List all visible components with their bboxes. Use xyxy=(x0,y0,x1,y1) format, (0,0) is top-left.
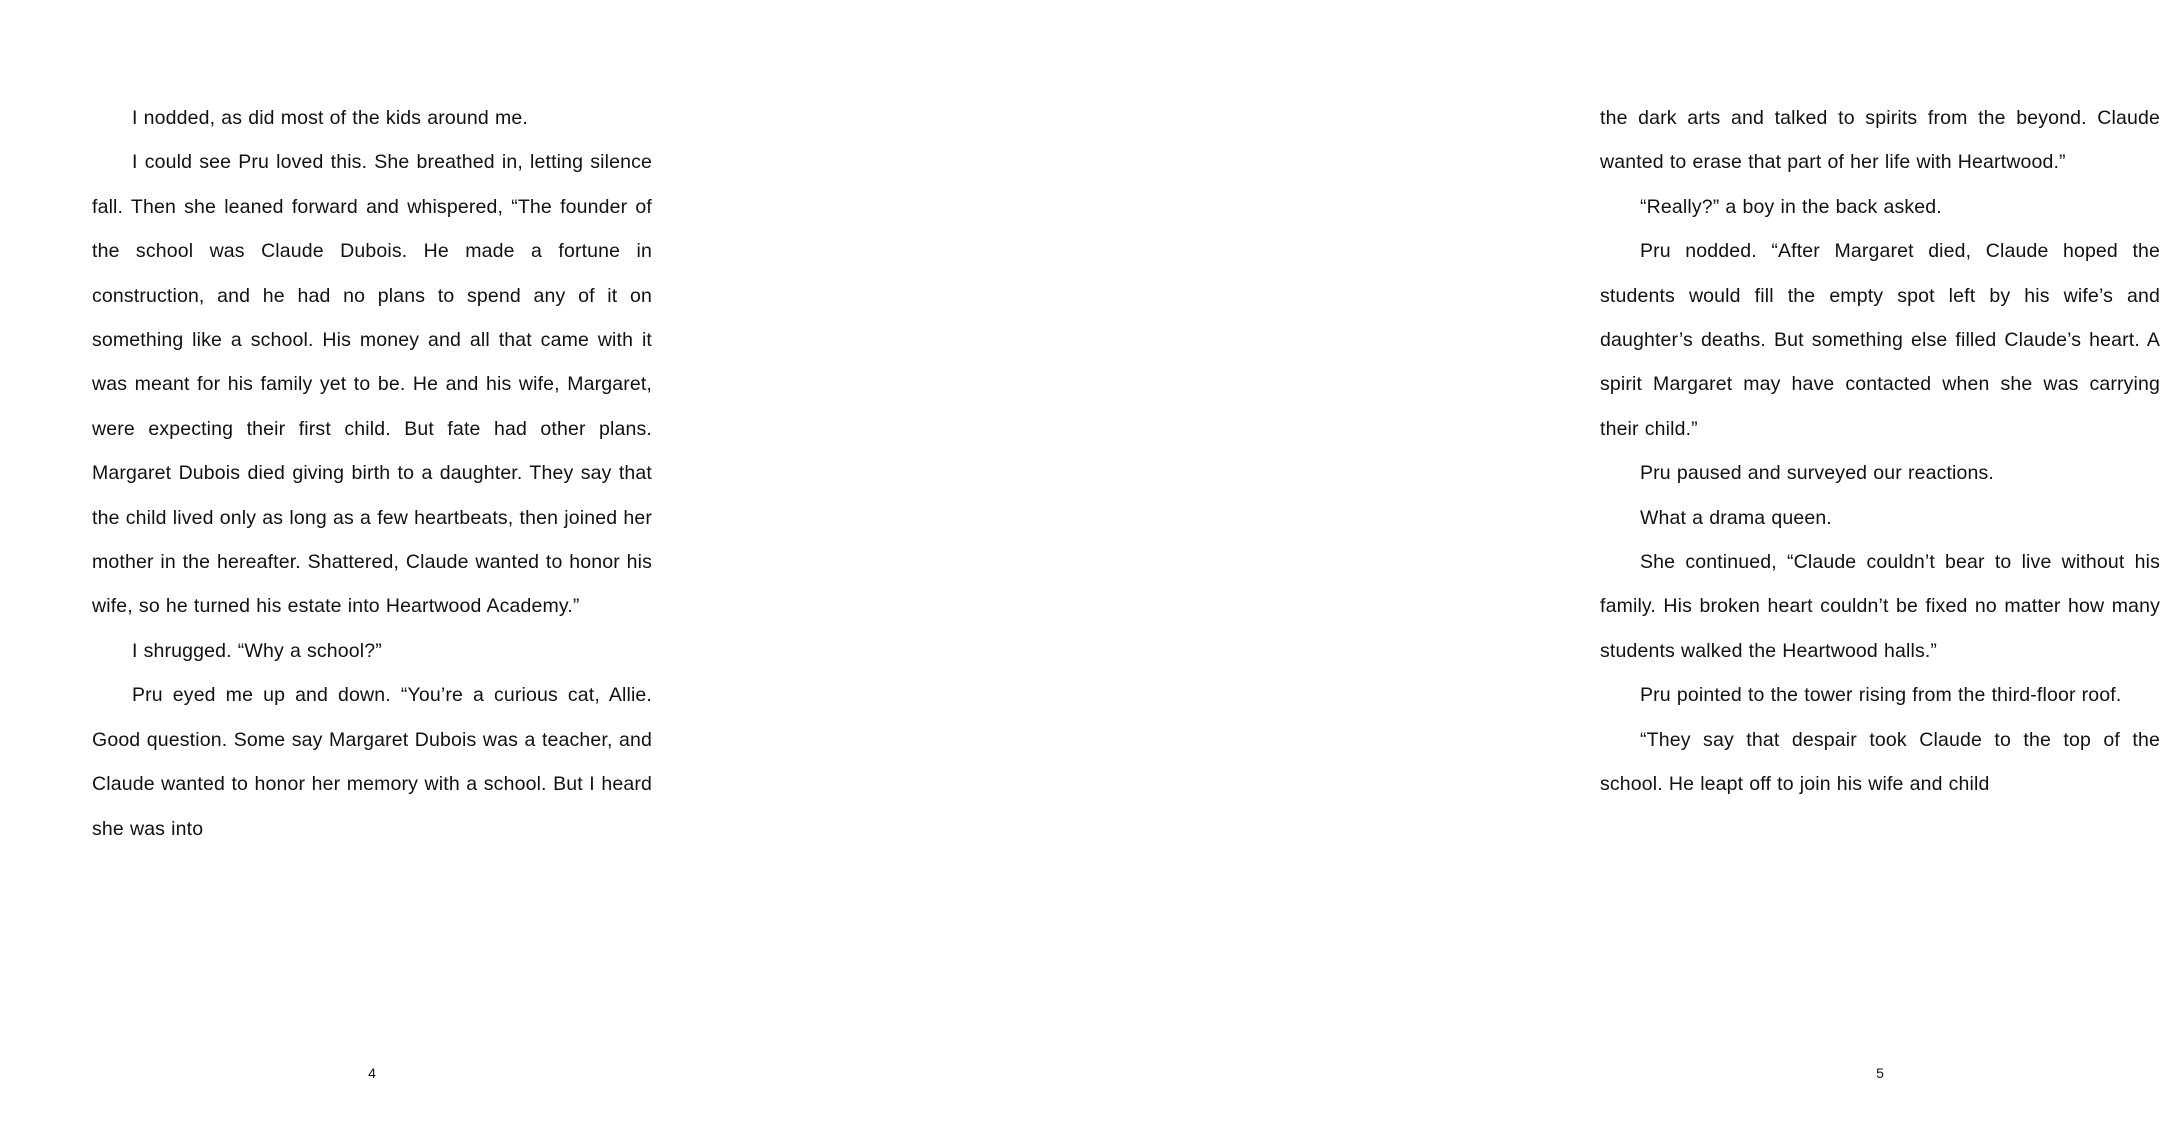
paragraph: “They say that despair took Claude to the top of the school. He leapt off to join his wife and child xyxy=(1600,728,2160,796)
page-number-right: 5 xyxy=(1876,1065,1884,1081)
paragraph: I nodded, as did most of the kids around me. xyxy=(132,107,528,129)
paragraph: “Really?” a boy in the back asked. xyxy=(1640,195,1942,218)
page-left xyxy=(0,0,750,1125)
paragraph: Pru eyed me up and down. “You’re a curious cat, Allie. Good question. Some say Margaret Dubois was a teacher, and Claude wanted to honor her memory with a school. But I heard she was into xyxy=(92,684,652,840)
paragraph: Pru paused and surveyed our reactions. xyxy=(1640,462,1994,485)
paragraph: Pru pointed to the tower rising from the third-floor roof. xyxy=(1640,684,2122,707)
paragraph: What a drama queen. xyxy=(1640,506,1832,529)
paragraph: I could see Pru loved this. She breathed in, letting silence fall. Then she leaned forward and whispered, “The founder of the school was Claude Dubois. He made a fortune in construction, and he had no plans to spend any of it on something like a school. His money and all that came with it was meant for his family yet to be. He and his wife, Margaret, were expecting their first child. But fate had other plans. Margaret Dubois died giving birth to a daughter. They say that the child lived only as long as a few heartbeats, then joined her mother in the hereafter. Shattered, Claude wanted to honor his wife, so he turned his estate into Heartwood Academy.” xyxy=(92,151,652,618)
paragraph: Pru nodded. “After Margaret died, Claude hoped the students would fill the empty spot left by his wife’s and daughter’s deaths. But something else filled Claude’s heart. A spirit Margaret may have contacted when she was carrying their child.” xyxy=(1600,240,2160,440)
paragraph: the dark arts and talked to spirits from the beyond. Claude wanted to erase that part of her life with Heartwood.” xyxy=(1600,107,2160,174)
page-left-text-block xyxy=(92,96,652,851)
paragraph: She continued, “Claude couldn’t bear to live without his family. His broken heart couldn’t be fixed no matter how many students walked the Heartwood halls.” xyxy=(1600,551,2160,662)
page-right-text-block xyxy=(1600,96,2160,807)
paragraph: I shrugged. “Why a school?” xyxy=(132,639,382,662)
page-right xyxy=(750,0,2160,1125)
page-number-left: 4 xyxy=(368,1065,376,1081)
